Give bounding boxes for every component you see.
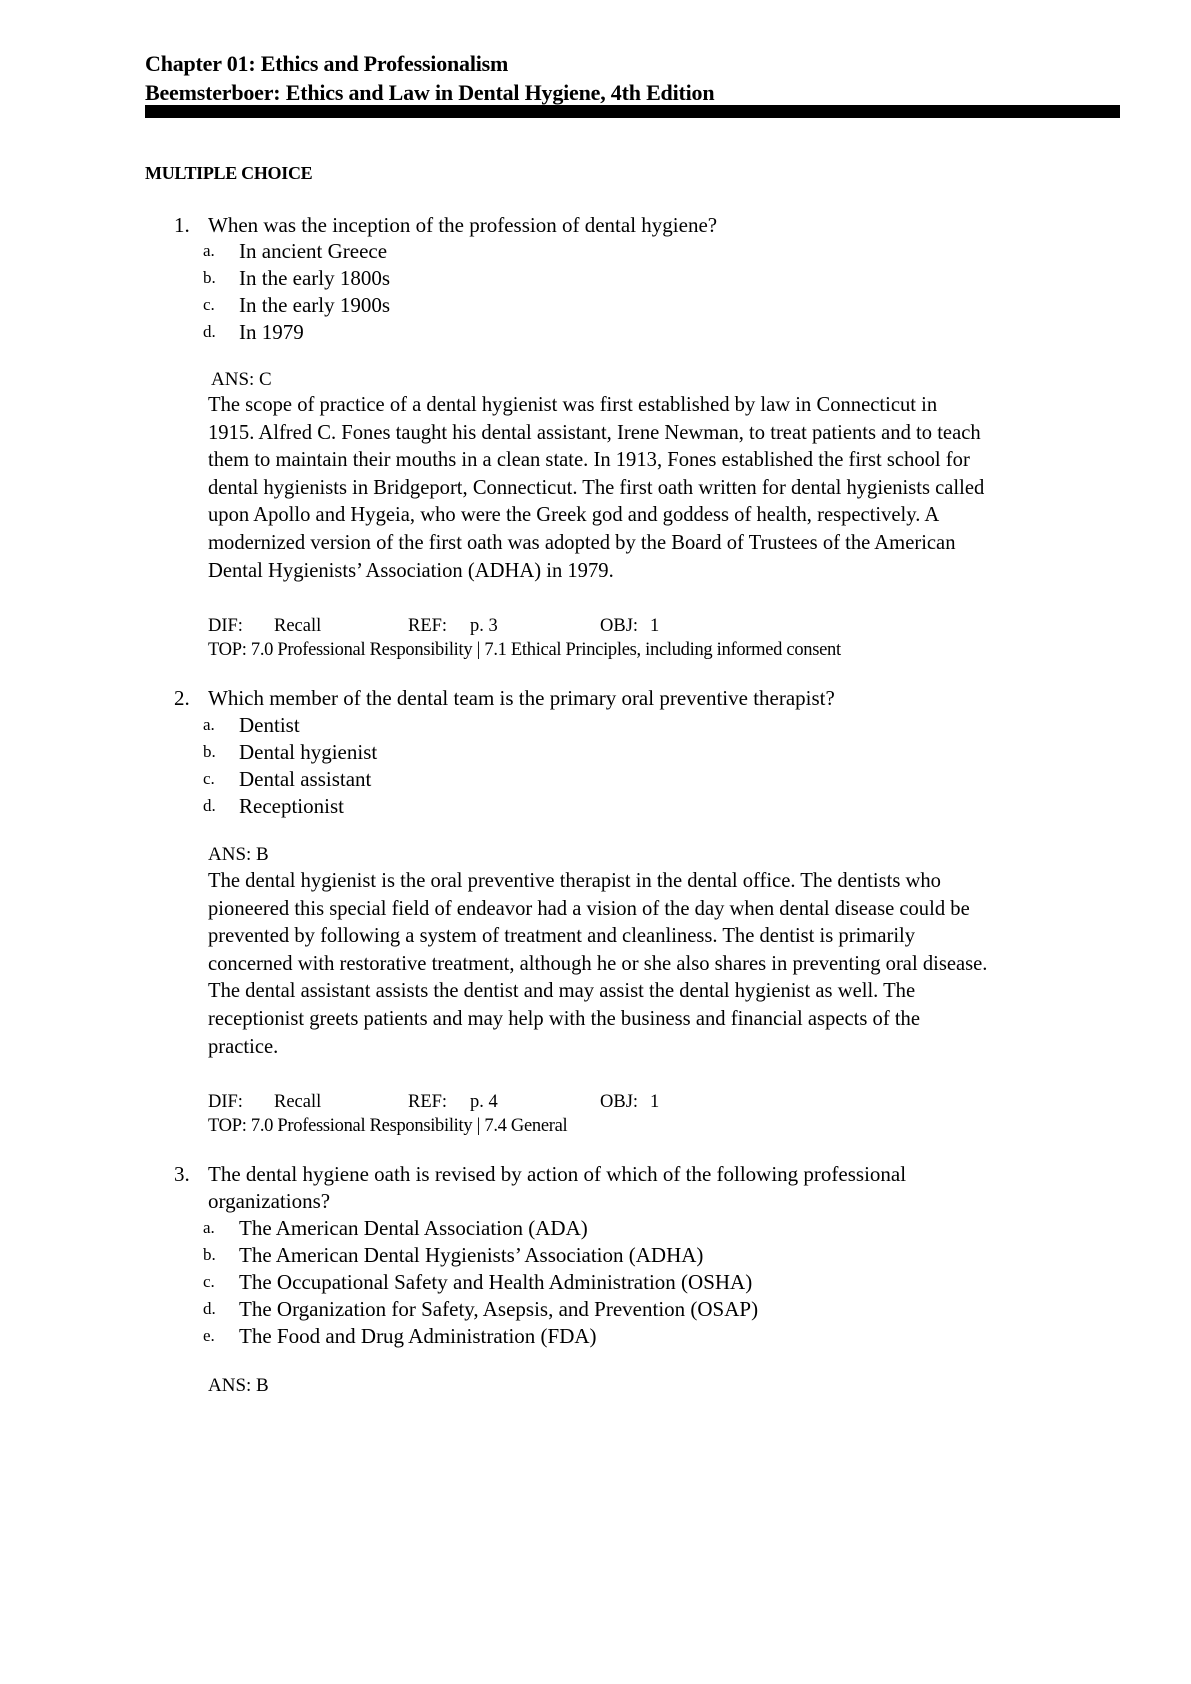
option-text: The American Dental Hygienists’ Association (ADHA) (239, 1243, 704, 1267)
question-metadata (208, 614, 659, 638)
explanation-line: The dental assistant assists the dentist and may assist the dental hygienist as well. The (208, 980, 916, 1003)
explanation-line: prevented by following a system of treatment and cleanliness. The dentist is primarily (208, 925, 916, 948)
dif-value: Recall (274, 1092, 322, 1112)
option-letter: d. (203, 796, 216, 815)
option-letter: c. (203, 1272, 215, 1291)
option-text: Dentist (239, 713, 300, 737)
question-number: 1. (174, 213, 190, 237)
chapter-title: Chapter 01: Ethics and Professionalism (145, 51, 509, 76)
explanation-line: The scope of practice of a dental hygienist was first established by law in Connecticut in (208, 394, 938, 416)
option-letter: c. (203, 769, 215, 788)
option-letter: e. (203, 1326, 215, 1345)
option-text: In ancient Greece (239, 239, 388, 263)
section-heading: MULTIPLE CHOICE (145, 163, 313, 183)
explanation-line: them to maintain their mouths in a clean state. In 1913, Fones established the first school for (208, 449, 970, 472)
explanation-line: receptionist greets patients and may help with the business and financial aspects of the (208, 1007, 920, 1030)
header-divider-rule (145, 105, 1120, 118)
question-text: The dental hygiene oath is revised by action of which of the following professional (208, 1162, 907, 1186)
question-metadata (208, 1090, 659, 1114)
explanation-line: 1915. Alfred C. Fones taught his dental assistant, Irene Newman, to treat patients and to teach (208, 421, 981, 444)
topic-line: TOP: 7.0 Professional Responsibility | 7.1 Ethical Principles, including informed consent (208, 640, 841, 660)
option-text: Dental hygienist (239, 740, 378, 764)
option-letter: a. (203, 241, 215, 260)
explanation-line: dental hygienists in Bridgeport, Connecticut. The first oath written for dental hygienists called (208, 476, 985, 499)
explanation-line: pioneered this special field of endeavor had a vision of the day when dental disease could be (208, 897, 970, 920)
obj-label: OBJ: (600, 1092, 639, 1112)
explanation-line: modernized version of the first oath was adopted by the Board of Trustees of the American (208, 531, 956, 554)
option-letter: d. (203, 322, 216, 341)
topic-line: TOP: 7.0 Professional Responsibility | 7.4 General (208, 1116, 568, 1136)
ref-label: REF: (408, 1092, 448, 1112)
explanation-line: Dental Hygienists’ Association (ADHA) in 1979. (208, 559, 614, 582)
option-letter: c. (203, 295, 215, 314)
explanation-line: The dental hygienist is the oral preventive therapist in the dental office. The dentists who (208, 870, 941, 892)
answer-explanation (208, 392, 1123, 585)
option-letter: a. (203, 715, 215, 734)
answer-key: ANS: C (211, 369, 272, 390)
answer-key: ANS: B (208, 844, 269, 865)
option-text: The Occupational Safety and Health Administration (OSHA) (239, 1270, 753, 1294)
option-letter: b. (203, 1245, 216, 1264)
question-text: When was the inception of the profession of dental hygiene? (208, 213, 718, 237)
option-text: The Food and Drug Administration (FDA) (239, 1324, 597, 1348)
explanation-line: upon Apollo and Hygeia, who were the Greek god and goddess of health, respectively. A (208, 504, 940, 527)
obj-value: 1 (650, 1092, 660, 1112)
ref-label: REF: (408, 616, 448, 636)
explanation-line: concerned with restorative treatment, although he or she also shares in preventing oral disease. (208, 952, 988, 975)
answer-explanation (208, 868, 1123, 1061)
answer-key: ANS: B (208, 1375, 269, 1396)
question-text: Which member of the dental team is the primary oral preventive therapist? (208, 686, 835, 710)
question-text-continued: organizations? (208, 1189, 331, 1213)
option-text: The American Dental Association (ADA) (239, 1216, 588, 1240)
option-letter: a. (203, 1218, 215, 1237)
question-number: 2. (174, 686, 190, 710)
dif-label: DIF: (208, 616, 243, 636)
obj-label: OBJ: (600, 616, 639, 636)
obj-value: 1 (650, 616, 660, 636)
book-title: Beemsterboer: Ethics and Law in Dental Hygiene, 4th Edition (145, 80, 715, 105)
dif-value: Recall (274, 616, 322, 636)
option-text: Receptionist (239, 794, 344, 818)
option-text: In the early 1900s (239, 293, 391, 317)
option-text: The Organization for Safety, Asepsis, and Prevention (OSAP) (239, 1297, 759, 1321)
option-text: In the early 1800s (239, 266, 391, 290)
option-letter: b. (203, 268, 216, 287)
option-text: In 1979 (239, 320, 304, 344)
explanation-line: practice. (208, 1035, 279, 1058)
option-text: Dental assistant (239, 767, 372, 791)
ref-value: p. 3 (470, 616, 498, 636)
dif-label: DIF: (208, 1092, 243, 1112)
ref-value: p. 4 (470, 1092, 498, 1112)
question-number: 3. (174, 1162, 190, 1186)
option-letter: b. (203, 742, 216, 761)
option-letter: d. (203, 1299, 216, 1318)
